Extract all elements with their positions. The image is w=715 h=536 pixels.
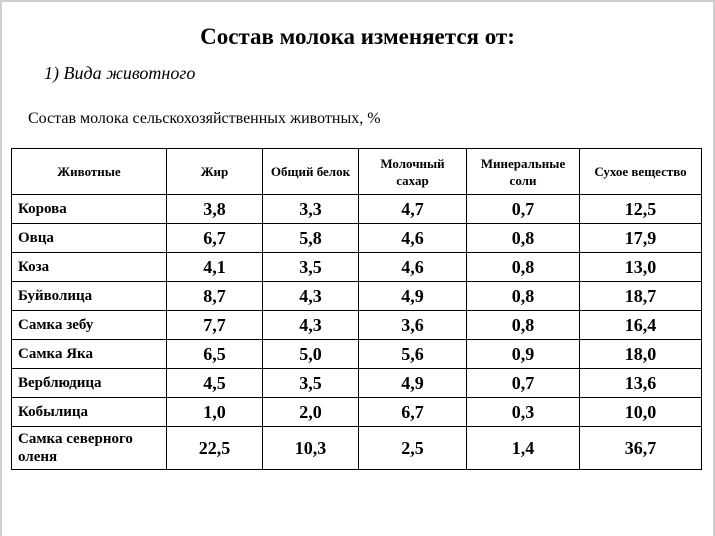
- milk-sugar-cell: 4,9: [359, 282, 467, 311]
- table-row: [12, 427, 702, 470]
- dry-matter-cell: 36,7: [580, 427, 702, 470]
- fat-cell: 8,7: [167, 282, 263, 311]
- animal-cell: Коза: [12, 253, 167, 282]
- table-header-row: [12, 149, 702, 195]
- dry-matter-cell: 13,0: [580, 253, 702, 282]
- dry-matter-cell: 13,6: [580, 369, 702, 398]
- animal-cell: Кобылица: [12, 398, 167, 427]
- table-row: [12, 253, 702, 282]
- subtitle: 1) Вида животного: [44, 63, 196, 83]
- milk-sugar-cell: 4,6: [359, 253, 467, 282]
- protein-cell: 5,8: [263, 224, 359, 253]
- milk-composition-table: [11, 148, 702, 470]
- milk-sugar-cell: 5,6: [359, 340, 467, 369]
- protein-cell: 3,5: [263, 253, 359, 282]
- protein-cell: 3,5: [263, 369, 359, 398]
- dry-matter-cell: 18,7: [580, 282, 702, 311]
- minerals-cell: 0,3: [467, 398, 580, 427]
- header-milk-sugar: Молочный сахар: [359, 149, 467, 195]
- fat-cell: 6,5: [167, 340, 263, 369]
- table-row: [12, 311, 702, 340]
- milk-sugar-cell: 2,5: [359, 427, 467, 470]
- milk-sugar-cell: 6,7: [359, 398, 467, 427]
- slide-frame-left: [0, 0, 2, 536]
- minerals-cell: 0,8: [467, 253, 580, 282]
- protein-cell: 4,3: [263, 311, 359, 340]
- protein-cell: 4,3: [263, 282, 359, 311]
- minerals-cell: 0,8: [467, 224, 580, 253]
- fat-cell: 1,0: [167, 398, 263, 427]
- table-row: [12, 224, 702, 253]
- table-row: [12, 398, 702, 427]
- milk-sugar-cell: 4,7: [359, 195, 467, 224]
- table-row: [12, 369, 702, 398]
- header-fat: Жир: [167, 149, 263, 195]
- table-caption: Состав молока сельскохозяйственных животных, %: [28, 110, 381, 127]
- milk-sugar-cell: 3,6: [359, 311, 467, 340]
- slide-frame-top: [0, 0, 715, 2]
- dry-matter-cell: 17,9: [580, 224, 702, 253]
- animal-cell: Буйволица: [12, 282, 167, 311]
- animal-cell: Овца: [12, 224, 167, 253]
- milk-sugar-cell: 4,9: [359, 369, 467, 398]
- header-protein: Общий белок: [263, 149, 359, 195]
- fat-cell: 4,5: [167, 369, 263, 398]
- fat-cell: 3,8: [167, 195, 263, 224]
- table-row: [12, 195, 702, 224]
- table-body: [12, 195, 702, 470]
- animal-cell: Корова: [12, 195, 167, 224]
- protein-cell: 2,0: [263, 398, 359, 427]
- dry-matter-cell: 12,5: [580, 195, 702, 224]
- header-dry-matter: Сухое вещество: [580, 149, 702, 195]
- minerals-cell: 0,8: [467, 282, 580, 311]
- protein-cell: 3,3: [263, 195, 359, 224]
- fat-cell: 6,7: [167, 224, 263, 253]
- table-row: [12, 340, 702, 369]
- header-animals: Животные: [12, 149, 167, 195]
- minerals-cell: 0,9: [467, 340, 580, 369]
- dry-matter-cell: 18,0: [580, 340, 702, 369]
- protein-cell: 5,0: [263, 340, 359, 369]
- minerals-cell: 0,8: [467, 311, 580, 340]
- milk-sugar-cell: 4,6: [359, 224, 467, 253]
- page-title: Состав молока изменяется от:: [200, 24, 515, 49]
- animal-cell: Верблюдица: [12, 369, 167, 398]
- animal-cell: Самка зебу: [12, 311, 167, 340]
- fat-cell: 4,1: [167, 253, 263, 282]
- dry-matter-cell: 16,4: [580, 311, 702, 340]
- minerals-cell: 1,4: [467, 427, 580, 470]
- dry-matter-cell: 10,0: [580, 398, 702, 427]
- table-row: [12, 282, 702, 311]
- protein-cell: 10,3: [263, 427, 359, 470]
- header-minerals: Минеральные соли: [467, 149, 580, 195]
- animal-cell: Самка северного оленя: [12, 427, 167, 470]
- fat-cell: 22,5: [167, 427, 263, 470]
- minerals-cell: 0,7: [467, 369, 580, 398]
- fat-cell: 7,7: [167, 311, 263, 340]
- minerals-cell: 0,7: [467, 195, 580, 224]
- animal-cell: Самка Яка: [12, 340, 167, 369]
